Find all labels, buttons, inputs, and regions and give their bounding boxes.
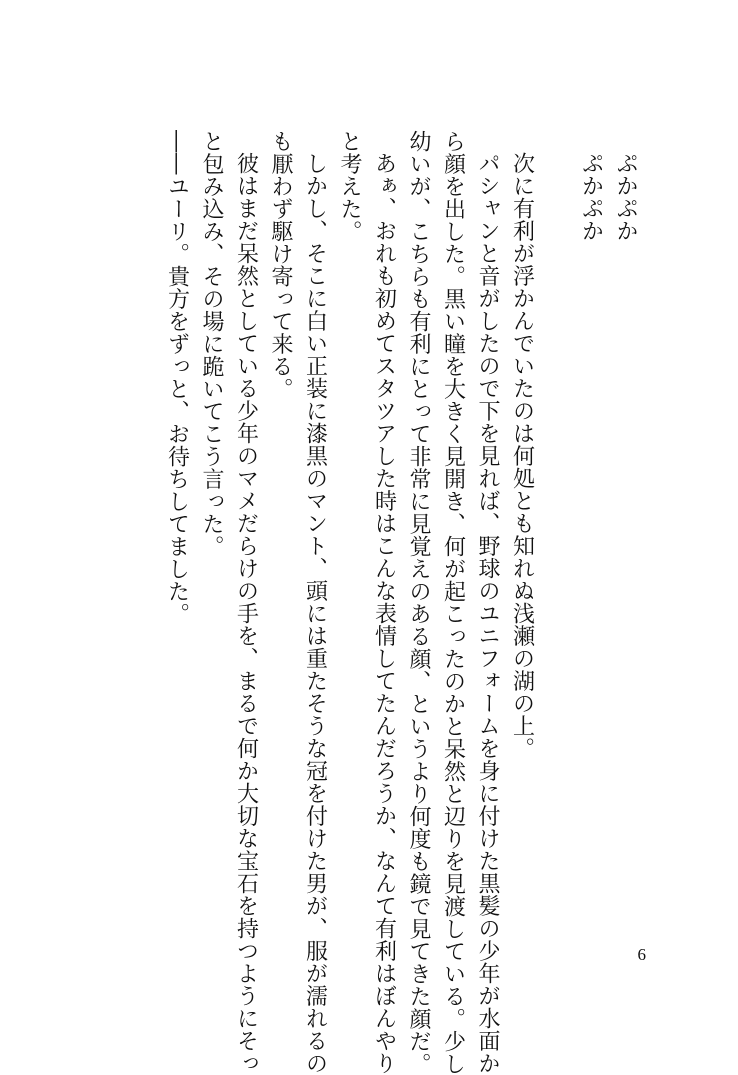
text-line: ぷかぷか — [613, 152, 638, 242]
text-line: あぁ、おれも初めてスタツアした時はこんな表情してたんだろうか、なんて有利はぼんやり — [371, 152, 397, 1075]
text-line: ら顔を出した。黒い瞳を大きく見開き、何が起こったのかと呆然と辺りを見渡している。少し — [440, 130, 466, 1075]
text-line: 幼いが、こちらも有利にとって非常に見覚えのある顔、というより何度も鏡で見てきた顔だ。 — [406, 130, 431, 1075]
text-line: 彼はまだ呆然としている少年のマメだらけの手を、まるで何か大切な宝石を持つようにそっ — [233, 152, 259, 1075]
text-line: も厭わず駆け寄って来る。 — [268, 130, 293, 400]
text-line: と包み込み、その場に跪いてこう言った。 — [199, 130, 224, 558]
page-number: 6 — [637, 945, 646, 964]
text-line: しかし、そこに白い正装に漆黒のマント、頭には重たそうな冠を付けた男が、服が濡れるの — [302, 152, 328, 1075]
text-line: と考えた。 — [337, 130, 362, 243]
paragraph-gap — [539, 130, 574, 930]
text-line: ――ユーリ。貴方をずっと、お待ちしてました。 — [164, 130, 190, 625]
vertical-text-block — [159, 130, 642, 1075]
text-line: 次に有利が浮かんでいたのは何処とも知れぬ浅瀬の湖の上。 — [509, 152, 535, 760]
text-line: ぷかぷか — [578, 152, 604, 242]
text-line: パシャンと音がしたので下を見れば、野球のユニフォームを身に付けた黒髪の少年が水面か — [475, 152, 500, 1075]
